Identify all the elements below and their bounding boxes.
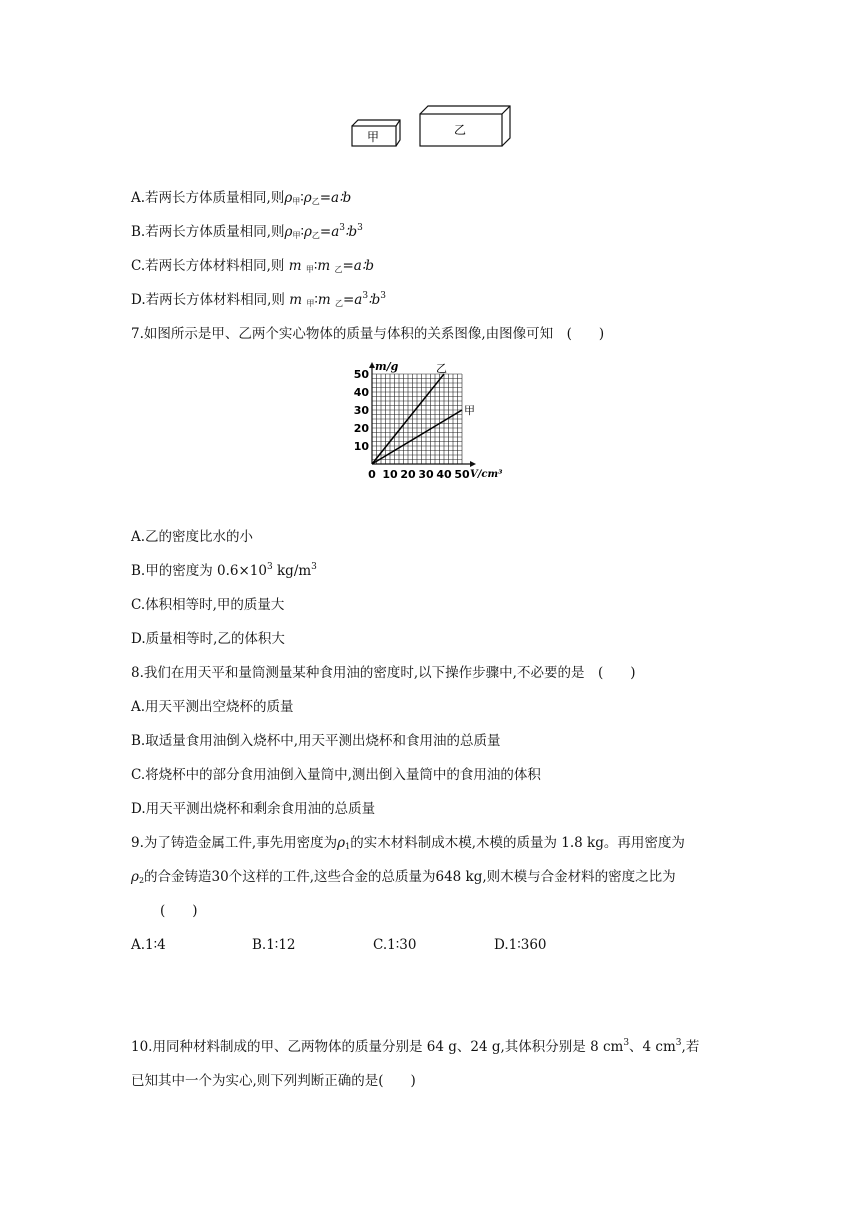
x-tick-label: 0 xyxy=(368,468,376,481)
q9-option-a: A.1∶4 xyxy=(131,937,166,953)
q9-option-d: D.1∶360 xyxy=(494,937,547,953)
q7-stem: 7.如图所示是甲、乙两个实心物体的质量与体积的关系图像,由图像可知 ( ) xyxy=(131,326,605,342)
q7-option-b: B.甲的密度为 $0.6\times 10^3$ $kg/m^3$ xyxy=(131,562,317,579)
q9-answer-paren: ( ) xyxy=(160,903,198,919)
q7-option-a: A.乙的密度比水的小 xyxy=(131,529,254,545)
q9-option-c: C.1∶30 xyxy=(373,937,417,953)
q7-option-d: D.质量相等时,乙的体积大 xyxy=(131,631,285,647)
q8-option-c: C.将烧杯中的部分食用油倒入量筒中,测出倒入量筒中的食用油的体积 xyxy=(131,767,541,783)
series-label-0: 乙 xyxy=(436,362,447,375)
q8-option-d: D.用天平测出烧杯和剩余食用油的总质量 xyxy=(131,801,376,817)
q8-option-a: A.用天平测出空烧杯的质量 xyxy=(131,699,294,715)
x-axis-label: V/cm³ xyxy=(470,469,503,480)
series-label-1: 甲 xyxy=(464,404,475,417)
x-tick-label: 10 xyxy=(382,468,398,481)
q10-line-2: 已知其中一个为实心,则下列判断正确的是( ) xyxy=(131,1073,416,1089)
q9-line-1: 9.为了铸造金属工件,事先用密度为$\rho_1$的实木材料制成木模,木模的质量为 1.8 kg。再用密度为 xyxy=(131,835,685,851)
x-tick-label: 40 xyxy=(436,468,452,481)
mass-volume-graph xyxy=(344,360,514,485)
y-tick-label: 30 xyxy=(353,404,369,417)
q8-option-b: B.取适量食用油倒入烧杯中,用天平测出烧杯和食用油的总质量 xyxy=(131,733,501,749)
q6-option-a: A.若两长方体质量相同,则$\rho_甲∶\rho_乙=a∶b$ xyxy=(131,190,352,206)
y-tick-label: 20 xyxy=(353,422,369,435)
q9-option-b: B.1∶12 xyxy=(252,937,296,953)
q6-option-b: B.若两长方体质量相同,则$\rho_甲∶\rho_乙=a^3∶b^3$ xyxy=(131,223,363,240)
y-tick-label: 50 xyxy=(353,368,369,381)
figure-boxes xyxy=(348,100,518,150)
q10-line-1: 10.用同种材料制成的甲、乙两物体的质量分别是 64 g、24 g,其体积分别是 8 $cm^3$、4 $cm^3$,若 xyxy=(131,1038,700,1055)
y-axis-label: m/g xyxy=(375,360,399,373)
q6-option-c: C.若两长方体材料相同,则 m $_甲$∶m $_乙$=a∶b xyxy=(131,258,374,274)
x-tick-label: 30 xyxy=(418,468,434,481)
x-tick-label: 50 xyxy=(454,468,470,481)
x-tick-label: 20 xyxy=(400,468,416,481)
q8-stem: 8.我们在用天平和量筒测量某种食用油的密度时,以下操作步骤中,不必要的是 ( ) xyxy=(131,665,636,681)
q9-line-2: $\rho_2$的合金铸造30个这样的工件,这些合金的总质量为648 kg,则木模与合金材料的密度之比为 xyxy=(131,869,676,885)
q6-option-d: D.若两长方体材料相同,则 m $_甲$∶m $_乙=a^3∶b^3$ xyxy=(131,291,386,308)
box-yi-label: 乙 xyxy=(454,123,467,137)
q7-option-c: C.体积相等时,甲的质量大 xyxy=(131,597,285,613)
y-tick-label: 10 xyxy=(353,440,369,453)
x-axis-arrow xyxy=(470,461,476,467)
box-jia-label: 甲 xyxy=(367,130,380,144)
y-tick-label: 40 xyxy=(353,386,369,399)
